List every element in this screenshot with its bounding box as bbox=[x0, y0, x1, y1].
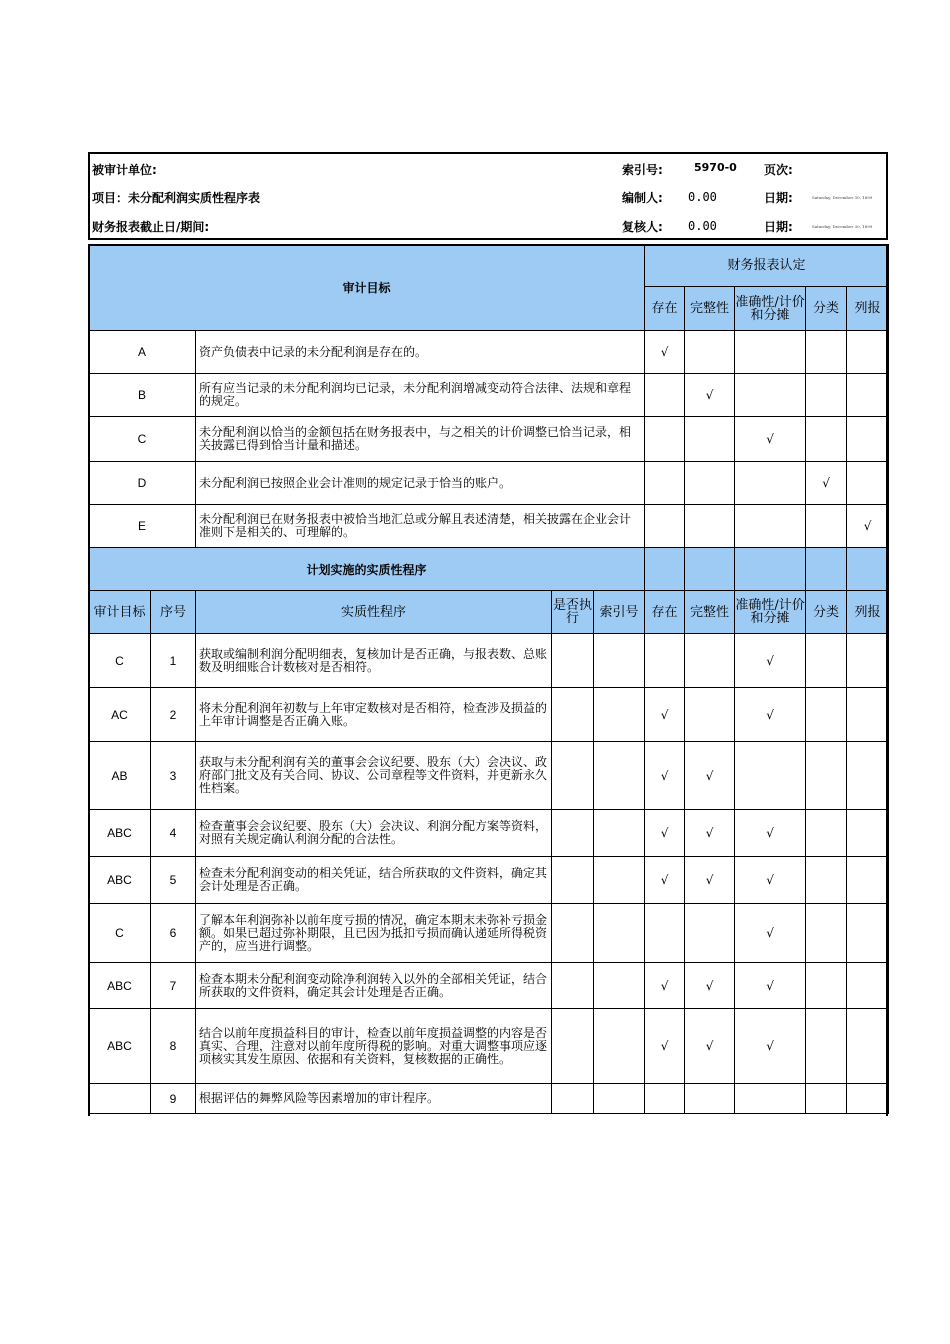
objective-code: D bbox=[89, 462, 196, 505]
col-executed: 是否执行 bbox=[552, 591, 594, 634]
check-cell: √ bbox=[735, 904, 806, 963]
procedure-objective: AC bbox=[89, 688, 151, 742]
check-cell: √ bbox=[735, 688, 806, 742]
index-cell[interactable] bbox=[594, 1084, 645, 1114]
check-cell bbox=[847, 810, 889, 857]
reviewer-value: 0.00 bbox=[688, 219, 717, 233]
project-title: 项目：未分配利润实质性程序表 bbox=[92, 191, 261, 205]
procedure-objective: ABC bbox=[89, 810, 151, 857]
blank-header-cell bbox=[847, 548, 889, 591]
col-assertion: 列报 bbox=[847, 591, 889, 634]
check-cell: √ bbox=[735, 963, 806, 1009]
check-cell bbox=[806, 688, 847, 742]
procedure-row bbox=[89, 904, 889, 963]
procedure-text: 获取或编制利润分配明细表，复核加计是否正确，与报表数、总账数及明细账合计数核对是否相符。 bbox=[196, 634, 552, 688]
preparer-label: 编制人: bbox=[622, 191, 663, 205]
objective-text: 未分配利润已按照企业会计准则的规定记录于恰当的账户。 bbox=[196, 462, 645, 505]
index-cell[interactable] bbox=[594, 742, 645, 810]
check-cell bbox=[847, 1009, 889, 1084]
executed-cell[interactable] bbox=[552, 1009, 594, 1084]
procedures-title-row bbox=[89, 548, 889, 591]
audit-procedure-table bbox=[88, 244, 889, 1114]
check-cell: √ bbox=[735, 857, 806, 904]
procedure-objective: C bbox=[89, 634, 151, 688]
check-cell: √ bbox=[685, 1009, 735, 1084]
header-box bbox=[88, 152, 888, 240]
check-cell: √ bbox=[645, 963, 685, 1009]
check-cell bbox=[735, 462, 806, 505]
col-seq: 序号 bbox=[151, 591, 196, 634]
procedure-row bbox=[89, 857, 889, 904]
executed-cell[interactable] bbox=[552, 857, 594, 904]
check-cell: √ bbox=[645, 857, 685, 904]
objective-code: E bbox=[89, 505, 196, 548]
date-value-1: Saturday, December 30, 1899 bbox=[812, 195, 873, 200]
check-cell: √ bbox=[685, 742, 735, 810]
date-label-1: 日期: bbox=[764, 191, 793, 205]
check-cell bbox=[735, 331, 806, 374]
col-assertion: 完整性 bbox=[685, 591, 735, 634]
check-cell bbox=[685, 462, 735, 505]
procedure-row bbox=[89, 634, 889, 688]
procedure-seq: 7 bbox=[151, 963, 196, 1009]
executed-cell[interactable] bbox=[552, 963, 594, 1009]
date-value-2: Saturday, December 30, 1899 bbox=[812, 224, 873, 229]
preparer-value: 0.00 bbox=[688, 190, 717, 204]
check-cell bbox=[806, 857, 847, 904]
col-index: 索引号 bbox=[594, 591, 645, 634]
check-cell bbox=[735, 505, 806, 548]
check-cell bbox=[645, 374, 685, 417]
check-cell bbox=[645, 505, 685, 548]
objective-row bbox=[89, 331, 889, 374]
procedure-row bbox=[89, 1084, 889, 1114]
check-cell bbox=[685, 331, 735, 374]
assertion-header: 分类 bbox=[806, 287, 847, 331]
objective-code: B bbox=[89, 374, 196, 417]
executed-cell[interactable] bbox=[552, 904, 594, 963]
index-value: 5970-0 bbox=[694, 161, 737, 174]
check-cell: √ bbox=[735, 1009, 806, 1084]
check-cell: √ bbox=[685, 810, 735, 857]
executed-cell[interactable] bbox=[552, 634, 594, 688]
procedure-seq: 9 bbox=[151, 1084, 196, 1114]
assertion-header: 完整性 bbox=[685, 287, 735, 331]
check-cell: √ bbox=[806, 462, 847, 505]
check-cell: √ bbox=[645, 331, 685, 374]
procedure-objective: C bbox=[89, 904, 151, 963]
procedure-text: 检查董事会会议纪要、股东（大）会决议、利润分配方案等资料，对照有关规定确认利润分配的合法性。 bbox=[196, 810, 552, 857]
procedure-seq: 8 bbox=[151, 1009, 196, 1084]
check-cell bbox=[847, 742, 889, 810]
assertion-header: 存在 bbox=[645, 287, 685, 331]
check-cell bbox=[685, 688, 735, 742]
col-objective: 审计目标 bbox=[89, 591, 151, 634]
objective-text: 未分配利润以恰当的金额包括在财务报表中，与之相关的计价调整已恰当记录，相关披露已得到恰当计量和描述。 bbox=[196, 417, 645, 462]
executed-cell[interactable] bbox=[552, 742, 594, 810]
check-cell: √ bbox=[685, 963, 735, 1009]
objectives-title: 审计目标 bbox=[89, 245, 645, 331]
check-cell bbox=[847, 634, 889, 688]
procedure-seq: 5 bbox=[151, 857, 196, 904]
check-cell bbox=[806, 810, 847, 857]
assertion-group-title: 财务报表认定 bbox=[645, 245, 889, 287]
check-cell bbox=[806, 505, 847, 548]
objective-row bbox=[89, 462, 889, 505]
objective-text: 所有应当记录的未分配利润均已记录，未分配利润增减变动符合法律、法规和章程的规定。 bbox=[196, 374, 645, 417]
objective-code: A bbox=[89, 331, 196, 374]
objective-code: C bbox=[89, 417, 196, 462]
check-cell bbox=[847, 462, 889, 505]
check-cell: √ bbox=[685, 374, 735, 417]
objective-row bbox=[89, 417, 889, 462]
check-cell: √ bbox=[685, 857, 735, 904]
check-cell: √ bbox=[645, 810, 685, 857]
assertion-header: 列报 bbox=[847, 287, 889, 331]
col-assertion: 准确性/计价和分摊 bbox=[735, 591, 806, 634]
period-label: 财务报表截止日/期间: bbox=[92, 220, 210, 234]
procedure-text: 检查未分配利润变动的相关凭证，结合所获取的文件资料，确定其会计处理是否正确。 bbox=[196, 857, 552, 904]
check-cell bbox=[806, 634, 847, 688]
objective-text: 资产负债表中记录的未分配利润是存在的。 bbox=[196, 331, 645, 374]
procedure-row bbox=[89, 742, 889, 810]
objective-text: 未分配利润已在财务报表中被恰当地汇总或分解且表述清楚，相关披露在企业会计准则下是相关的、可理解的。 bbox=[196, 505, 645, 548]
check-cell bbox=[806, 417, 847, 462]
index-label: 索引号: bbox=[622, 163, 663, 177]
procedure-row bbox=[89, 1009, 889, 1084]
procedure-seq: 6 bbox=[151, 904, 196, 963]
col-assertion: 存在 bbox=[645, 591, 685, 634]
check-cell bbox=[806, 904, 847, 963]
check-cell bbox=[685, 904, 735, 963]
index-cell[interactable] bbox=[594, 904, 645, 963]
procedure-text: 将未分配利润年初数与上年审定数核对是否相符，检查涉及损益的上年审计调整是否正确入账。 bbox=[196, 688, 552, 742]
check-cell: √ bbox=[645, 1009, 685, 1084]
index-cell[interactable] bbox=[594, 634, 645, 688]
procedure-objective: ABC bbox=[89, 1009, 151, 1084]
blank-header-cell bbox=[685, 548, 735, 591]
procedure-text: 了解本年利润弥补以前年度亏损的情况，确定本期末未弥补亏损金额。如果已超过弥补期限，且已因为抵扣亏损而确认递延所得税资产的，应当进行调整。 bbox=[196, 904, 552, 963]
procedure-row bbox=[89, 810, 889, 857]
procedures-column-header bbox=[89, 591, 889, 634]
check-cell bbox=[645, 417, 685, 462]
check-cell bbox=[847, 904, 889, 963]
check-cell: √ bbox=[847, 505, 889, 548]
date-label-2: 日期: bbox=[764, 220, 793, 234]
check-cell bbox=[806, 374, 847, 417]
assertion-header: 准确性/计价和分摊 bbox=[735, 287, 806, 331]
blank-header-cell bbox=[645, 548, 685, 591]
index-cell[interactable] bbox=[594, 688, 645, 742]
check-cell bbox=[847, 374, 889, 417]
index-cell[interactable] bbox=[594, 810, 645, 857]
check-cell: √ bbox=[645, 742, 685, 810]
executed-cell[interactable] bbox=[552, 1084, 594, 1114]
procedure-text: 结合以前年度损益科目的审计，检查以前年度损益调整的内容是否真实、合理，注意对以前年度所得税的影响。对重大调整事项应逐项核实其发生原因、依据和有关资料，复核数据的正确性。 bbox=[196, 1009, 552, 1084]
procedure-row bbox=[89, 963, 889, 1009]
check-cell bbox=[847, 1084, 889, 1114]
procedure-seq: 2 bbox=[151, 688, 196, 742]
check-cell bbox=[685, 417, 735, 462]
check-cell bbox=[806, 1084, 847, 1114]
page-label: 页次: bbox=[764, 163, 793, 177]
check-cell: √ bbox=[735, 417, 806, 462]
check-cell bbox=[645, 904, 685, 963]
procedure-objective: ABC bbox=[89, 963, 151, 1009]
check-cell bbox=[806, 963, 847, 1009]
check-cell bbox=[847, 857, 889, 904]
check-cell bbox=[806, 1009, 847, 1084]
check-cell bbox=[806, 331, 847, 374]
procedure-text: 根据评估的舞弊风险等因素增加的审计程序。 bbox=[196, 1084, 552, 1114]
check-cell bbox=[645, 462, 685, 505]
procedure-seq: 4 bbox=[151, 810, 196, 857]
objective-row bbox=[89, 374, 889, 417]
executed-cell[interactable] bbox=[552, 810, 594, 857]
check-cell bbox=[685, 1084, 735, 1114]
procedure-text: 获取与未分配利润有关的董事会会议纪要、股东（大）会决议、政府部门批文及有关合同、协议、公司章程等文件资料，并更新永久性档案。 bbox=[196, 742, 552, 810]
check-cell bbox=[847, 688, 889, 742]
check-cell bbox=[847, 331, 889, 374]
blank-header-cell bbox=[806, 548, 847, 591]
check-cell bbox=[847, 963, 889, 1009]
audited-unit-label: 被审计单位: bbox=[92, 163, 157, 177]
check-cell bbox=[645, 1084, 685, 1114]
check-cell bbox=[735, 374, 806, 417]
procedures-title: 计划实施的实质性程序 bbox=[89, 548, 645, 591]
check-cell bbox=[735, 1084, 806, 1114]
procedure-text: 检查本期未分配利润变动除净利润转入以外的全部相关凭证，结合所获取的文件资料，确定其会计处理是否正确。 bbox=[196, 963, 552, 1009]
check-cell: √ bbox=[735, 634, 806, 688]
check-cell bbox=[685, 634, 735, 688]
executed-cell[interactable] bbox=[552, 688, 594, 742]
objective-row bbox=[89, 505, 889, 548]
check-cell bbox=[735, 742, 806, 810]
col-procedure: 实质性程序 bbox=[196, 591, 552, 634]
procedure-objective: AB bbox=[89, 742, 151, 810]
check-cell bbox=[806, 742, 847, 810]
index-cell[interactable] bbox=[594, 857, 645, 904]
check-cell bbox=[847, 417, 889, 462]
procedure-objective: ABC bbox=[89, 857, 151, 904]
check-cell: √ bbox=[645, 688, 685, 742]
procedure-objective bbox=[89, 1084, 151, 1114]
procedure-row bbox=[89, 688, 889, 742]
procedure-seq: 1 bbox=[151, 634, 196, 688]
check-cell bbox=[645, 634, 685, 688]
col-assertion: 分类 bbox=[806, 591, 847, 634]
index-cell[interactable] bbox=[594, 963, 645, 1009]
check-cell bbox=[685, 505, 735, 548]
blank-header-cell bbox=[735, 548, 806, 591]
reviewer-label: 复核人: bbox=[622, 220, 663, 234]
procedure-seq: 3 bbox=[151, 742, 196, 810]
check-cell: √ bbox=[735, 810, 806, 857]
index-cell[interactable] bbox=[594, 1009, 645, 1084]
